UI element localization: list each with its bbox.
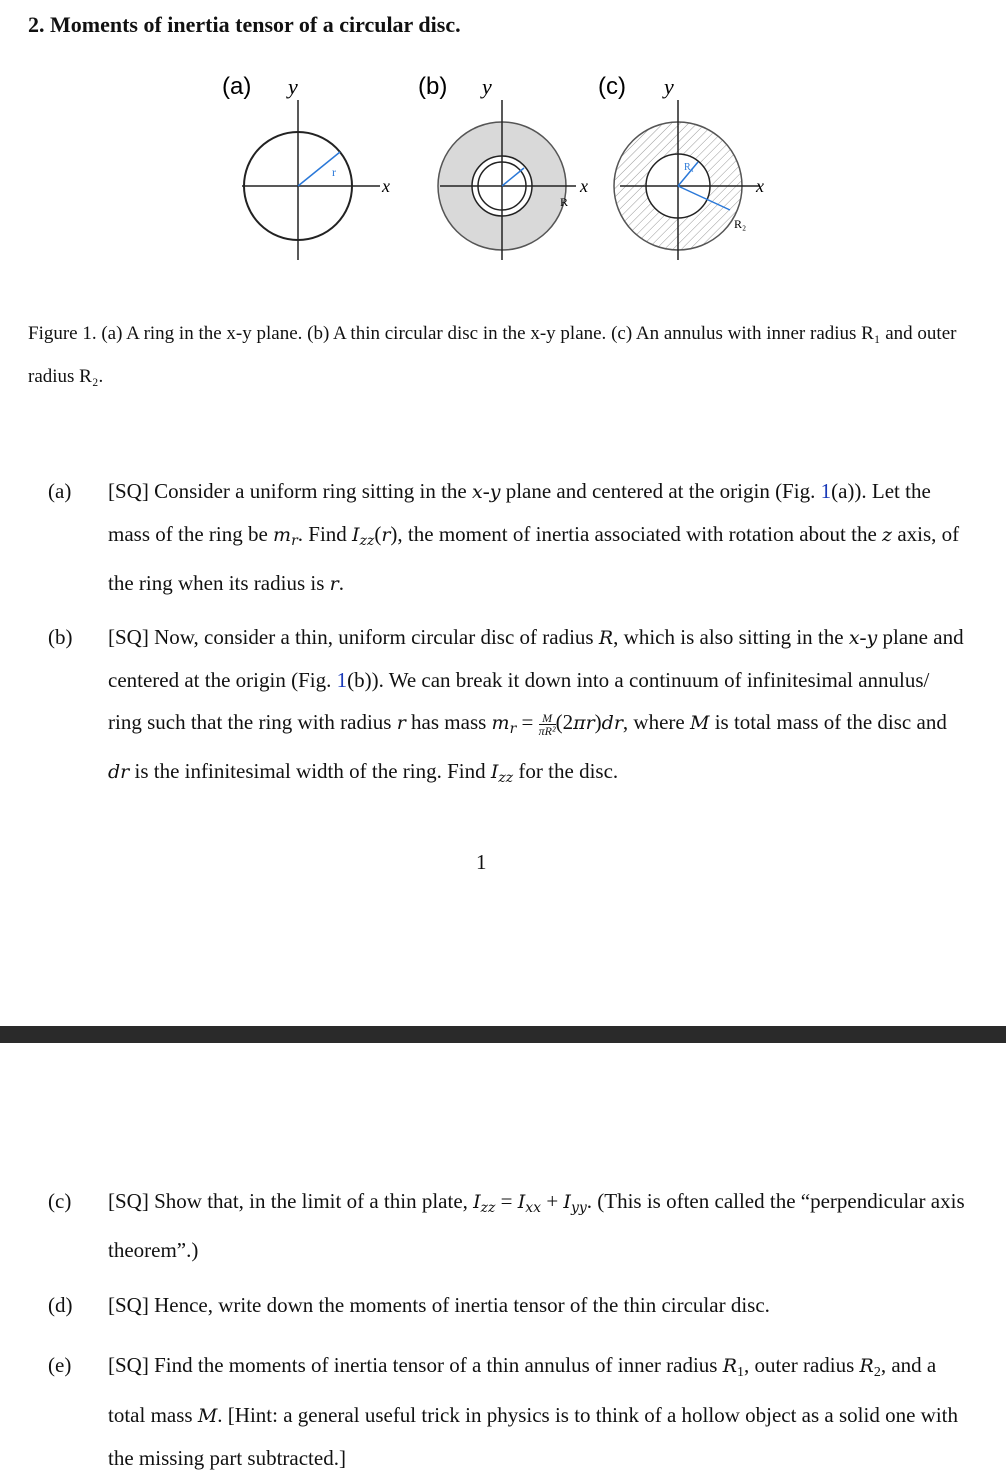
radius-R-label: R <box>560 195 569 209</box>
panel-label-a: (a) <box>222 73 252 100</box>
page-divider <box>0 1026 1006 1043</box>
figure-1 <box>200 60 800 280</box>
figure-panel-c <box>598 73 764 260</box>
fig-ref-b[interactable]: 1 <box>336 668 348 692</box>
part-d <box>48 1284 968 1326</box>
part-d-body <box>108 1284 968 1326</box>
figure-1-svg <box>200 60 800 280</box>
part-e <box>48 1344 968 1479</box>
figure-caption <box>28 312 978 398</box>
caption-prefix: Figure 1. <box>28 323 97 344</box>
part-d-tag: (d) <box>48 1293 73 1317</box>
part-a-label: [SQ] <box>108 479 149 503</box>
mass-fraction: $\frac{M}{\text{πR²}}$ <box>538 710 556 738</box>
part-b-label: [SQ] <box>108 625 149 649</box>
axis-y-label-c: y <box>664 74 674 99</box>
part-e-label: [SQ] <box>108 1353 149 1377</box>
figure-panel-a <box>222 73 390 260</box>
part-c <box>48 1180 968 1271</box>
panel-label-b: (b) <box>418 73 448 100</box>
part-b-tag: (b) <box>48 625 73 649</box>
part-a-body: [SQ] Consider a uniform ring sitting in the x-y plane and centered at the origin (Fig. 1(a)). Let the mass of the ring be $m_r$. Find $I_{zz}(r)$, the moment of inertia associated with rotation about the z axis, of the ring when its radius is r. <box>108 479 960 595</box>
figure-panel-b <box>418 73 588 260</box>
axis-y-label-a: y <box>288 74 298 99</box>
fig-ref-a[interactable]: 1 <box>820 479 832 503</box>
part-b <box>48 616 968 799</box>
part-d-text: Hence, write down the moments of inertia tensor of the thin circular disc. <box>154 1293 770 1317</box>
page-number: 1 <box>476 850 487 874</box>
axis-y-label-b: y <box>482 74 492 99</box>
part-c-label: [SQ] <box>108 1189 149 1213</box>
caption-b: (b) A thin circular disc in the x-y plane. <box>307 323 607 344</box>
radius-R2-label: R₂ <box>734 217 747 231</box>
radius-R1-label: R₁ <box>684 162 695 173</box>
part-d-label: [SQ] <box>108 1293 149 1317</box>
panel-label-c: (c) <box>598 73 626 100</box>
part-e-tag: (e) <box>48 1353 72 1377</box>
part-c-tag: (c) <box>48 1189 72 1213</box>
axis-x-label-b: x <box>580 176 588 196</box>
part-c-body: [SQ] Show that, in the limit of a thin plate, $I_{zz} = I_{xx} + I_{yy}$. (This is often called the “perpendicular axis theorem”.) <box>108 1189 965 1262</box>
radius-r-label: r <box>332 165 336 179</box>
part-e-body: [SQ] Find the moments of inertia tensor of a thin annulus of inner radius R1, outer radius R2, and a total mass M. [Hint: a general useful trick in physics is to think of a hollow object as a solid one with the missing part subtracted.] <box>108 1353 958 1470</box>
problem-title: 2. Moments of inertia tensor of a circular disc. <box>28 12 461 37</box>
axis-x-label-a: x <box>382 176 390 196</box>
caption-c: (c) An annulus with inner radius R₁ and outer radius R₂. <box>28 323 957 387</box>
axis-x-label-c: x <box>756 176 764 196</box>
part-a-tag: (a) <box>48 479 72 503</box>
part-a <box>48 470 968 605</box>
caption-a: (a) A ring in the x-y plane. <box>101 323 303 344</box>
part-b-body: [SQ] Now, consider a thin, uniform circular disc of radius R, which is also sitting in the x-y plane and centered at the origin (Fig. 1(b)). We can break it down into a continuum of infinitesimal annulus/ ring such that the ring with radius r has mass $m_r$ = $\frac{M}{\text{πR²}}$ (2πr)dr, where M is total mass of the disc and dr is the infinitesimal width of the ring. Find $I_{zz}$ for the disc. <box>108 625 964 786</box>
